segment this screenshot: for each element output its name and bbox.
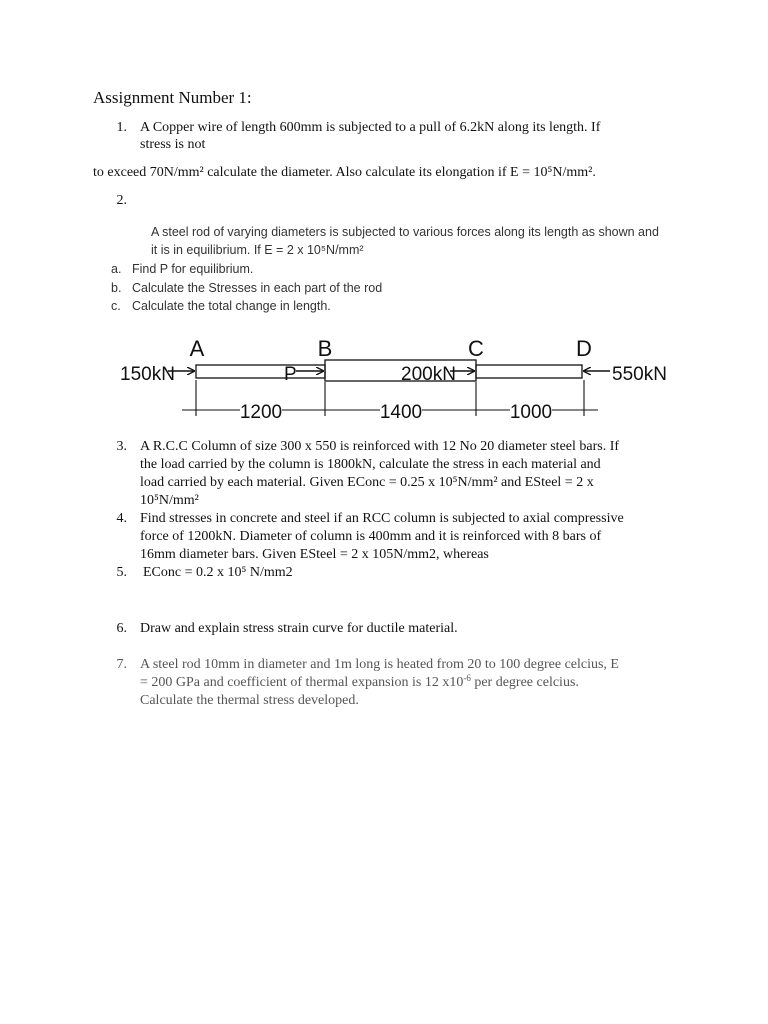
question-text-line: [140, 674, 579, 692]
point-label-a: A: [189, 336, 205, 361]
force-label-right: 550kN: [612, 364, 667, 385]
force-label-mid: 200kN: [401, 364, 456, 385]
sub-item-text: Calculate the total change in length.: [132, 299, 331, 313]
question-text-line: stress is not: [140, 137, 206, 152]
sub-item-marker: c.: [111, 299, 121, 313]
question-text-line: Draw and explain stress strain curve for ductile material.: [140, 621, 458, 636]
text-part: = 200 GPa and coefficient of thermal expansion is 12 x10: [140, 675, 464, 690]
rod-segment-cd: [476, 365, 582, 378]
question-intro-line: A steel rod of varying diameters is subjected to various forces along its length as shown and: [151, 225, 659, 239]
point-label-b: B: [317, 336, 333, 361]
question-text-line: A Copper wire of length 600mm is subjected to a pull of 6.2kN along its length. If: [140, 120, 601, 135]
question-number: 4.: [116, 511, 127, 526]
force-label-p: P: [284, 364, 297, 385]
question-text-line: Calculate the thermal stress developed.: [140, 693, 359, 708]
sub-item-text: Calculate the Stresses in each part of the rod: [132, 281, 383, 295]
question-text-line: 16mm diameter bars. Given ESteel = 2 x 105N/mm2, whereas: [140, 547, 489, 562]
question-intro-line: it is in equilibrium. If E = 2 x 10⁵N/mm²: [151, 243, 364, 257]
question-text-line: force of 1200kN. Diameter of column is 400mm and it is reinforced with 8 bars of: [140, 529, 602, 544]
length-label-bc: 1400: [379, 402, 423, 423]
text-part: per degree celcius.: [470, 675, 579, 690]
question-text-line: EConc = 0.2 x 10⁵ N/mm2: [143, 565, 293, 580]
question-text-line: A steel rod 10mm in diameter and 1m long is heated from 20 to 100 degree celcius, E: [140, 657, 619, 672]
page-title: Assignment Number 1:: [93, 88, 252, 107]
question-number: 1.: [116, 120, 127, 135]
question-number: 7.: [116, 657, 127, 672]
length-label-ab: 1200: [239, 402, 283, 423]
length-label-cd: 1000: [509, 402, 553, 423]
question-text-line: load carried by each material. Given EConc = 0.25 x 10⁵N/mm² and ESteel = 2 x: [140, 475, 594, 490]
question-text-line: the load carried by the column is 1800kN, calculate the stress in each material and: [140, 457, 601, 472]
point-label-d: D: [576, 336, 592, 361]
sub-item-marker: b.: [111, 281, 122, 295]
question-number: 2.: [116, 193, 127, 208]
superscript: -6: [463, 673, 471, 683]
question-number: 5.: [116, 565, 127, 580]
point-label-c: C: [468, 336, 484, 361]
question-text-line: Find stresses in concrete and steel if an RCC column is subjected to axial compressive: [140, 511, 624, 526]
question-text-line: 10⁵N/mm²: [140, 493, 199, 508]
question-text-line: A R.C.C Column of size 300 x 550 is reinforced with 12 No 20 diameter steel bars. If: [140, 439, 620, 454]
sub-item-marker: a.: [111, 262, 122, 276]
question-number: 6.: [116, 621, 127, 636]
question-number: 3.: [116, 439, 127, 454]
rod-diagram: [0, 320, 768, 430]
question-text-line: to exceed 70N/mm² calculate the diameter. Also calculate its elongation if E = 10⁵N/mm².: [93, 165, 596, 180]
sub-item-text: Find P for equilibrium.: [132, 262, 254, 276]
force-label-left: 150kN: [120, 364, 175, 385]
